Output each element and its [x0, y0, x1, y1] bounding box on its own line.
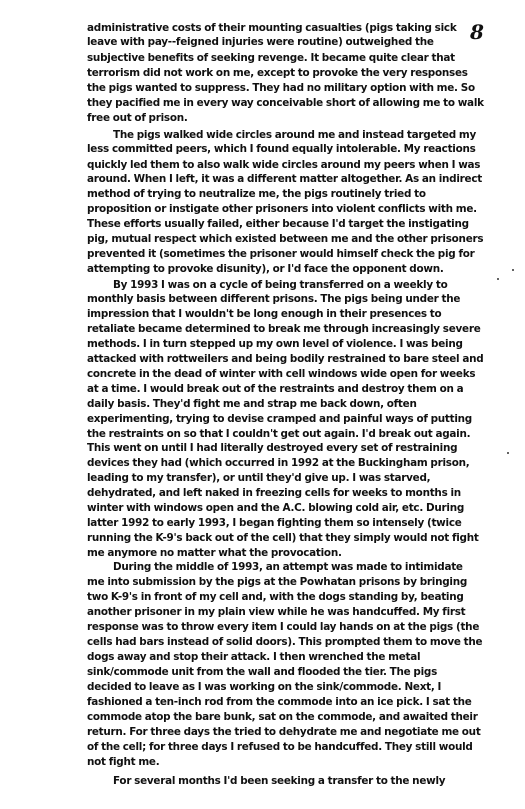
text-line: free out of prison.: [87, 112, 188, 124]
text-line: impression that I wouldn't be long enough in their presences to: [87, 308, 442, 320]
text-line: return. For three days the tried to dehydrate me and negotiate me out: [87, 726, 481, 738]
text-line: at a time. I would break out of the restraints and destroy them on a: [87, 383, 464, 395]
text-line: experimenting, trying to devise cramped and painful ways of putting: [87, 413, 472, 425]
text-line: attacked with rottweilers and being bodily restrained to bare steel and: [87, 353, 484, 365]
text-line: they pacified me in every way conceivable short of allowing me to walk: [87, 97, 484, 109]
text-line: commode atop the bare bunk, sat on the commode, and awaited their: [87, 711, 478, 723]
text-line: two K-9's in front of my cell and, with the dogs standing by, beating: [87, 591, 464, 603]
text-line: response was to throw every item I could lay hands on at the pigs (the: [87, 621, 480, 633]
text-line: dehydrated, and left naked in freezing cells for weeks to months in: [87, 487, 461, 499]
text-line: prevented it (sometimes the prisoner would himself check the pig for: [87, 248, 475, 260]
text-line: cells had bars instead of solid doors). This prompted them to move the: [87, 636, 483, 648]
text-line: proposition or instigate other prisoners into violent conflicts with me.: [87, 203, 477, 215]
text-line: attempting to provoke disunity), or I'd face the opponent down.: [87, 263, 444, 275]
text-line: me into submission by the pigs at the Powhatan prisons by bringing: [87, 576, 468, 588]
scan-speck: [507, 452, 509, 454]
scan-speck: [512, 269, 514, 271]
text-line: For several months I'd been seeking a transfer to the newly: [113, 775, 446, 787]
text-line: daily basis. They'd fight me and strap me back down, often: [87, 398, 417, 410]
text-line: the pigs wanted to suppress. They had no military option with me. So: [87, 82, 475, 94]
text-line: This went on until I had literally destroyed every set of restraining: [87, 442, 458, 454]
text-line: running the K-9's back out of the cell) that they simply would not fight: [87, 532, 479, 544]
text-line: latter 1992 to early 1993, I began fighting them so intensely (twice: [87, 517, 462, 529]
text-line: the restraints on so that I couldn't get out again. I'd break out again.: [87, 428, 471, 440]
text-line: sink/commode unit from the wall and flooded the tier. The pigs: [87, 666, 438, 678]
text-line: less committed peers, which I found equally intolerable. My reactions: [87, 143, 476, 155]
text-line: decided to leave as I was working on the sink/commode. Next, I: [87, 681, 442, 693]
text-line: methods. I in turn stepped up my own level of violence. I was being: [87, 338, 463, 350]
text-line: leading to my transfer), or until they'd give up. I was starved,: [87, 472, 431, 484]
text-line: subjective benefits of seeking revenge. It became quite clear that: [87, 52, 455, 64]
text-line: quickly led them to also walk wide circles around my peers when I was: [87, 159, 481, 171]
text-line: method of trying to neutralize me, the pigs routinely tried to: [87, 188, 426, 200]
text-line: of the cell; for three days I refused to be handcuffed. They still would: [87, 741, 473, 753]
page-number: 8: [470, 20, 484, 44]
text-line: administrative costs of their mounting casualties (pigs taking sick: [87, 22, 457, 34]
text-line: During the middle of 1993, an attempt was made to intimidate: [113, 561, 463, 573]
text-line: another prisoner in my plain view while he was handcuffed. My first: [87, 606, 466, 618]
text-line: monthly basis between different prisons. The pigs being under the: [87, 293, 461, 305]
text-line: leave with pay--feigned injuries were routine) outweighed the: [87, 36, 434, 48]
text-line: The pigs walked wide circles around me and instead targeted my: [113, 129, 477, 141]
text-line: me anymore no matter what the provocation.: [87, 547, 342, 559]
scan-speck: [497, 278, 499, 280]
text-line: pig, mutual respect which existed between me and the other prisoners: [87, 233, 484, 245]
text-line: around. When I left, it was a different matter altogether. As an indirect: [87, 173, 482, 185]
text-line: By 1993 I was on a cycle of being transferred on a weekly to: [113, 279, 448, 291]
text-line: terrorism did not work on me, except to provoke the very responses: [87, 67, 468, 79]
text-line: winter with windows open and the A.C. blowing cold air, etc. During: [87, 502, 465, 514]
text-line: retaliate became determined to break me through increasingly severe: [87, 323, 481, 335]
text-line: not fight me.: [87, 756, 160, 768]
text-line: devices they had (which occurred in 1992 at the Buckingham prison,: [87, 457, 470, 469]
text-line: These efforts usually failed, either because I'd target the instigating: [87, 218, 469, 230]
text-line: fashioned a ten-inch rod from the commode into an ice pick. I sat the: [87, 696, 472, 708]
text-line: concrete in the dead of winter with cell windows wide open for weeks: [87, 368, 476, 380]
text-line: dogs away and stop their attack. I then wrenched the metal: [87, 651, 421, 663]
